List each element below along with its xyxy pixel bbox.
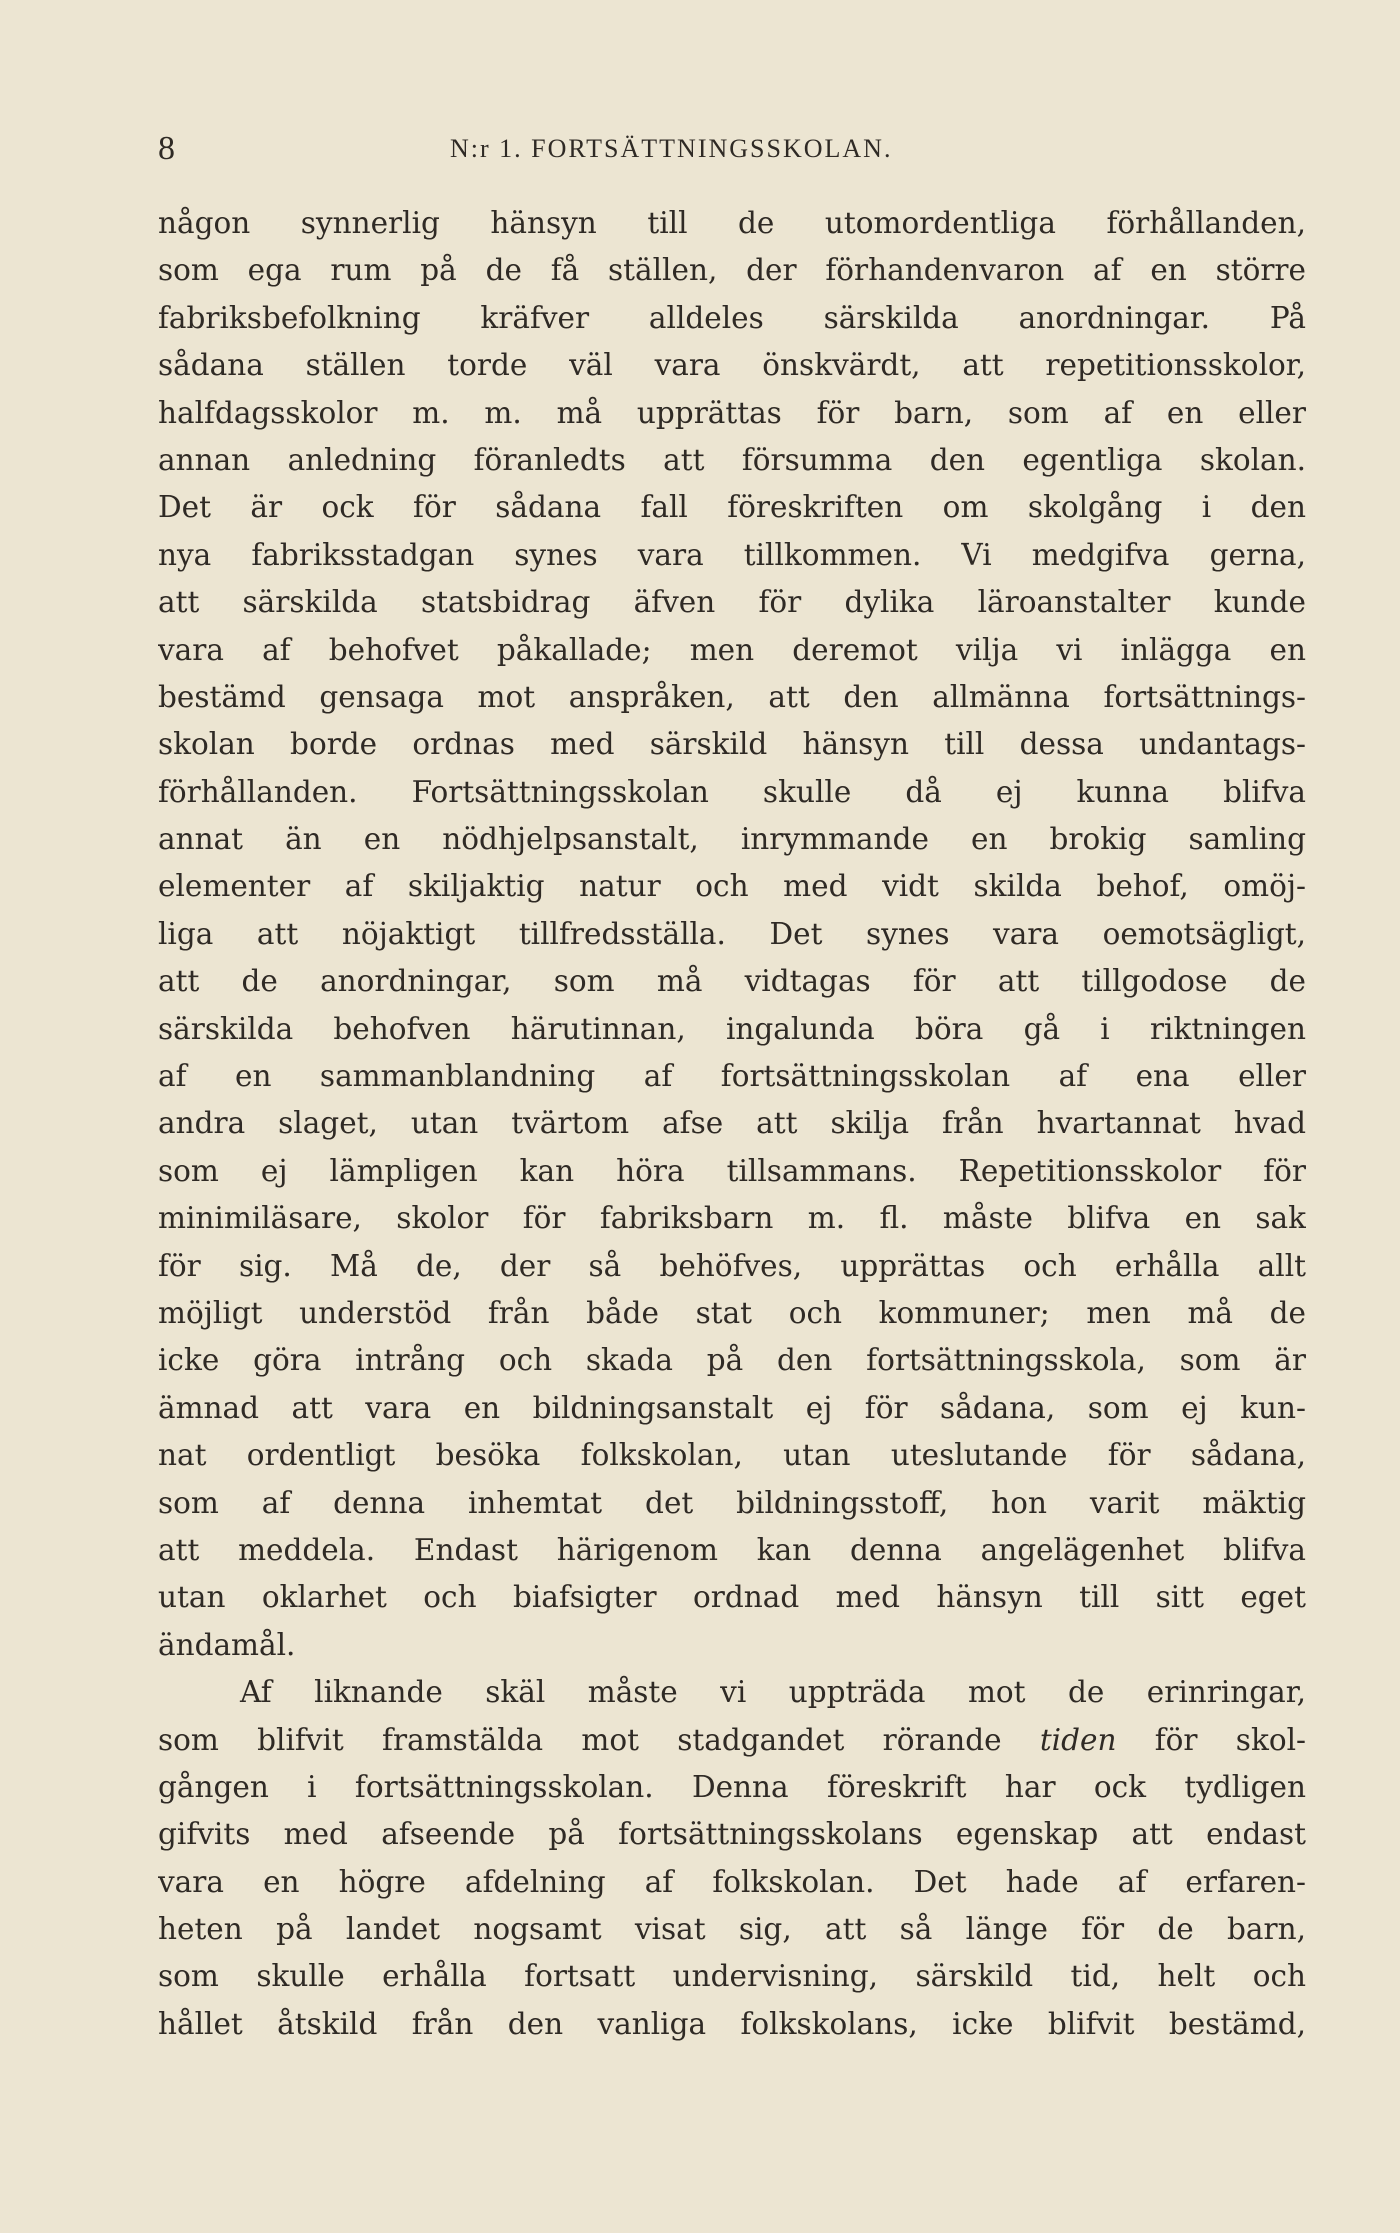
text-line [158, 1906, 1306, 1953]
page-header [158, 130, 1308, 174]
text-line [158, 674, 1306, 721]
text-line [158, 1337, 1306, 1384]
text-line-content: som af denna inhemtat det bildningsstoff, hon varit mäktig [158, 1485, 1306, 1520]
text-line-paragraph-start [158, 1669, 1306, 1716]
text-line-content: fabriksbefolkning kräfver alldeles särskilda anordningar. På [158, 300, 1306, 335]
text-line [158, 958, 1306, 1005]
text-line-content: att särskilda statsbidrag äfven för dylika läroanstalter kunde [158, 585, 1306, 620]
text-line [158, 1574, 1306, 1621]
text-line [158, 1006, 1306, 1053]
text-line [158, 721, 1306, 768]
text-line-content: för sig. Må de, der så behöfves, upprättas och erhålla allt [158, 1248, 1306, 1283]
text-line [158, 1432, 1306, 1479]
text-line [158, 1953, 1306, 2000]
emphasized-word: tiden [1039, 1722, 1117, 1757]
text-line-content: nat ordentligt besöka folkskolan, utan uteslutande för sådana, [158, 1438, 1306, 1473]
text-line [158, 295, 1306, 342]
text-line [158, 1480, 1306, 1527]
text-line [158, 911, 1306, 958]
text-line [158, 863, 1306, 910]
text-line-content: gången i fortsättningsskolan. Denna föreskrift har ock tydligen [158, 1769, 1306, 1804]
text-line [158, 390, 1306, 437]
text-line [158, 1859, 1306, 1906]
text-line [158, 1195, 1306, 1242]
text-line [158, 1811, 1306, 1858]
text-line-content: hållet åtskild från den vanliga folkskolans, icke blifvit bestämd, [158, 2006, 1306, 2041]
text-line-content: ämnad att vara en bildningsanstalt ej för sådana, som ej kun- [158, 1390, 1306, 1425]
text-line [158, 579, 1306, 626]
text-line-content: som ega rum på de få ställen, der förhandenvaron af en större [158, 253, 1306, 288]
text-line-content: särskilda behofven härutinnan, ingalunda böra gå i riktningen [158, 1011, 1306, 1046]
text-line [158, 342, 1306, 389]
text-line [158, 1764, 1306, 1811]
text-line-content: att de anordningar, som må vidtagas för att tillgodose de [158, 964, 1306, 999]
body-text [158, 200, 1306, 2048]
text-line-content: liga att nöjaktigt tillfredsställa. Det synes vara oemotsägligt, [158, 916, 1306, 951]
text-line-content: annat än en nödhjelpsanstalt, inrymmande en brokig samling [158, 822, 1306, 857]
text-line [158, 1053, 1306, 1100]
text-line [158, 2001, 1306, 2048]
text-line [158, 627, 1306, 674]
text-line [158, 1717, 1306, 1764]
text-line [158, 1148, 1306, 1195]
text-line-content: bestämd gensaga mot anspråken, att den allmänna fortsättnings- [158, 679, 1306, 714]
text-line-content: nya fabriksstadgan synes vara tillkommen. Vi medgifva gerna, [158, 537, 1306, 572]
text-line-content: utan oklarhet och biafsigter ordnad med hänsyn till sitt eget [158, 1580, 1306, 1615]
text-line-content: Det är ock för sådana fall föreskriften om skolgång i den [158, 490, 1306, 525]
text-line-content: som ej lämpligen kan höra tillsammans. Repetitionsskolor för [158, 1153, 1306, 1188]
text-line-content: elementer af skiljaktig natur och med vidt skilda behof, omöj- [158, 869, 1306, 904]
text-line-content: sådana ställen torde väl vara önskvärdt, att repetitionsskolor, [158, 348, 1306, 383]
text-line-content: vara af behofvet påkallade; men deremot vilja vi inlägga en [158, 632, 1306, 667]
text-line-content: vara en högre afdelning af folkskolan. Det hade af erfaren- [158, 1864, 1306, 1899]
text-line-content: skolan borde ordnas med särskild hänsyn till dessa undantags- [158, 727, 1306, 762]
text-line-content: att meddela. Endast härigenom kan denna angelägenhet blifva [158, 1532, 1306, 1567]
text-line [158, 484, 1306, 531]
text-line-content: ändamål. [158, 1627, 296, 1662]
text-line-content: förhållanden. Fortsättningsskolan skulle då ej kunna blifva [158, 774, 1306, 809]
text-line-content: halfdagsskolor m. m. må upprättas för barn, som af en eller [158, 395, 1306, 430]
text-line-content: för skol- [1154, 1722, 1306, 1757]
text-line-content: andra slaget, utan tvärtom afse att skilja från hvartannat hvad [158, 1106, 1306, 1141]
text-line [158, 816, 1306, 863]
text-line-content: af en sammanblandning af fortsättningsskolan af ena eller [158, 1059, 1306, 1094]
text-line-content: som blifvit framstälda mot stadgandet rörande [158, 1722, 1002, 1757]
text-line [158, 200, 1306, 247]
text-line-content: möjligt understöd från både stat och kommuner; men må de [158, 1295, 1306, 1330]
text-line [158, 1100, 1306, 1147]
text-line [158, 1385, 1306, 1432]
text-line-content: Af liknande skäl måste vi uppträda mot de erinringar, [240, 1675, 1306, 1710]
text-line-content: heten på landet nogsamt visat sig, att så länge för de barn, [158, 1912, 1306, 1947]
text-line-content: någon synnerlig hänsyn till de utomordentliga förhållanden, [158, 206, 1306, 240]
text-line-content: gifvits med afseende på fortsättningsskolans egenskap att endast [158, 1817, 1306, 1852]
text-line-paragraph-end [158, 1622, 1306, 1669]
text-line [158, 437, 1306, 484]
text-line [158, 769, 1306, 816]
text-line [158, 1243, 1306, 1290]
text-line [158, 532, 1306, 579]
text-line [158, 1290, 1306, 1337]
page-number: 8 [158, 130, 176, 167]
text-line-content: minimiläsare, skolor för fabriksbarn m. fl. måste blifva en sak [158, 1201, 1306, 1236]
text-line [158, 247, 1306, 294]
text-line-content: icke göra intrång och skada på den fortsättningsskola, som är [158, 1343, 1306, 1378]
running-head: N:r 1. FORTSÄTTNINGSSKOLAN. [450, 134, 893, 163]
text-line-content: som skulle erhålla fortsatt undervisning, särskild tid, helt och [158, 1959, 1306, 1994]
text-line [158, 1527, 1306, 1574]
text-line-content: annan anledning föranledts att försumma den egentliga skolan. [158, 442, 1306, 477]
